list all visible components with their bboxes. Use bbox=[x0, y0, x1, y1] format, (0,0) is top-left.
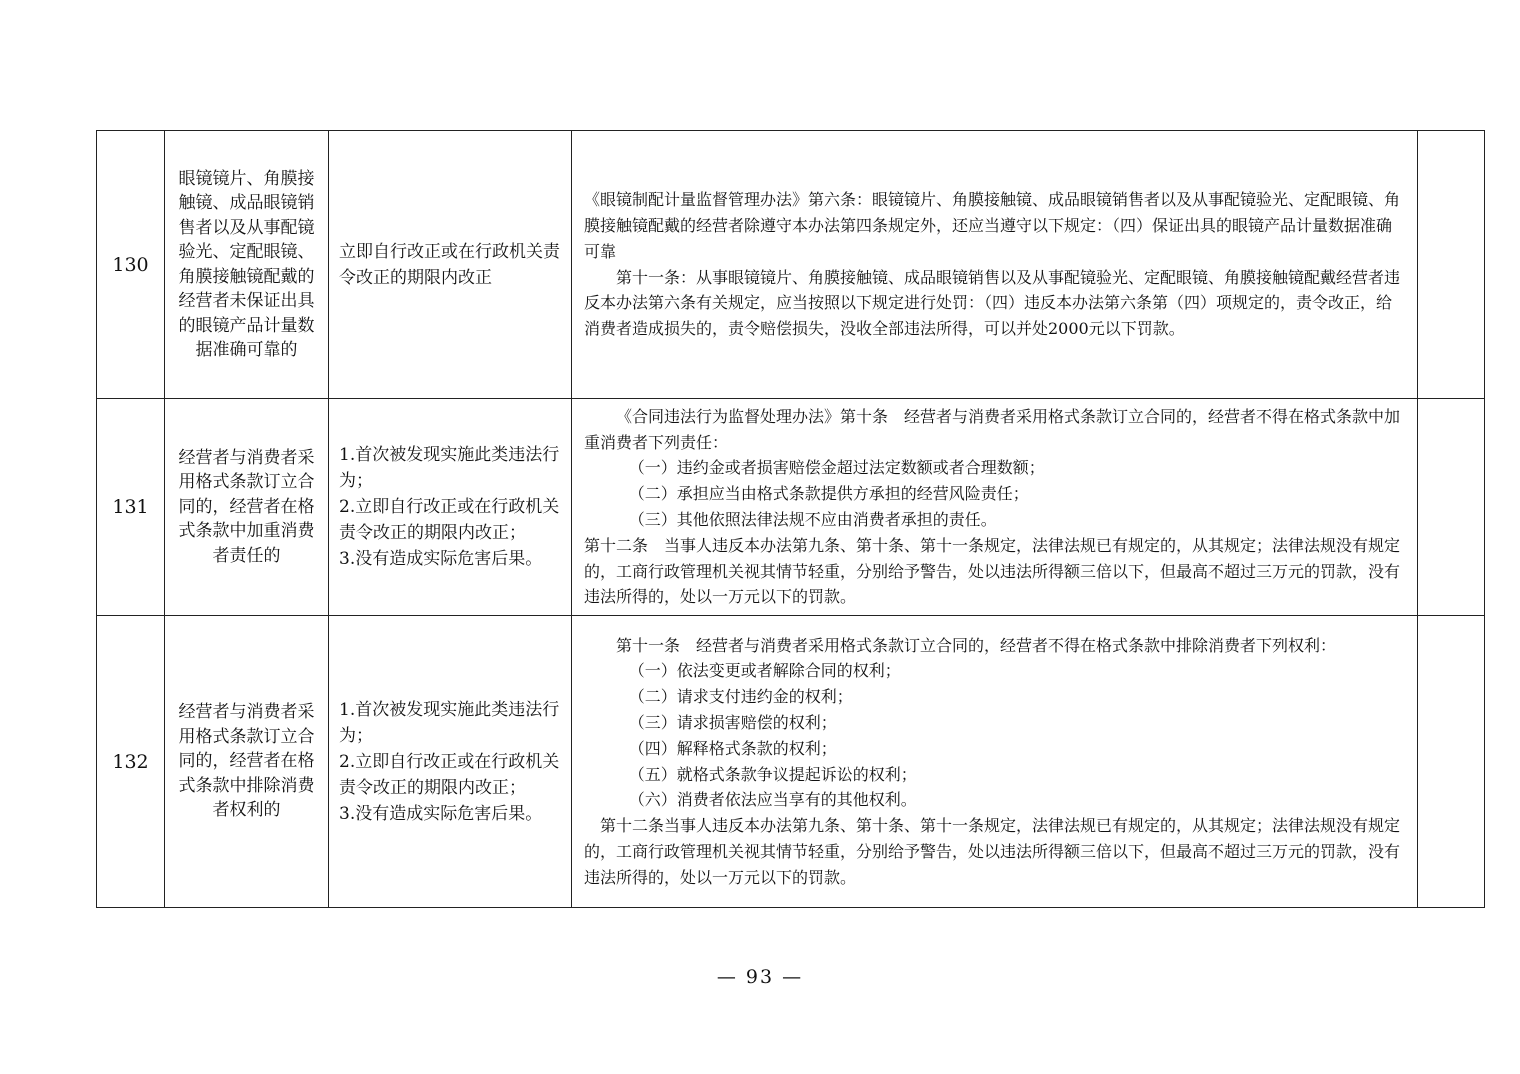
conditions-cell bbox=[329, 616, 572, 908]
basis-paragraph: （四）解释格式条款的权利； bbox=[628, 738, 837, 758]
legal-basis-cell bbox=[572, 399, 1418, 616]
basis-paragraph: 第十二条当事人违反本办法第九条、第十条、第十一条规定，法律法规已有规定的，从其规定；法律法规没有规定的，工商行政管理机关视其情节轻重，分别给予警告，处以违法所得额三倍以下，但最高不超过三万元的罚款，没有违法所得的，处以一万元以下的罚款。 bbox=[584, 816, 1401, 887]
remarks-cell bbox=[1418, 131, 1485, 399]
basis-paragraph: （二）请求支付违约金的权利； bbox=[628, 687, 853, 707]
condition-line: 2.立即自行改正或在行政机关责令改正的期限内改正； bbox=[339, 497, 560, 543]
condition-line: 3.没有造成实际危害后果。 bbox=[339, 549, 543, 569]
basis-paragraph: （六）消费者依法应当享有的其他权利。 bbox=[628, 790, 917, 810]
basis-paragraph: （一）违约金或者损害赔偿金超过法定数额或者合理数额； bbox=[628, 458, 1045, 478]
remarks-cell bbox=[1418, 399, 1485, 616]
basis-paragraph: （三）请求损害赔偿的权利； bbox=[628, 712, 837, 732]
violation-description bbox=[165, 616, 329, 908]
legal-basis-cell bbox=[572, 616, 1418, 908]
row-number: 130 bbox=[97, 131, 165, 399]
conditions-cell bbox=[329, 131, 572, 399]
basis-paragraph: （二）承担应当由格式条款提供方承担的经营风险责任； bbox=[628, 484, 1029, 504]
violation-text: 经营者与消费者采用格式条款订立合同的，经营者在格式条款中加重消费者责任的 bbox=[178, 447, 315, 566]
basis-paragraph: 《眼镜制配计量监督管理办法》第六条：眼镜镜片、角膜接触镜、成品眼镜销售者以及从事配镜验光、定配眼镜、角膜接触镜配戴的经营者除遵守本办法第四条规定外，还应当遵守以下规定：（四）保证出具的眼镜产品计量数据准确可靠 bbox=[584, 190, 1401, 261]
basis-paragraph: （三）其他依照法律法规不应由消费者承担的责任。 bbox=[628, 510, 997, 529]
basis-paragraph: 第十一条 经营者与消费者采用格式条款订立合同的，经营者不得在格式条款中排除消费者下列权利： bbox=[616, 635, 1337, 655]
violation-description bbox=[165, 399, 329, 616]
row-number: 131 bbox=[97, 399, 165, 616]
condition-line: 1.首次被发现实施此类违法行为； bbox=[339, 699, 560, 746]
legal-basis-cell bbox=[572, 131, 1418, 399]
row-number: 132 bbox=[97, 616, 165, 908]
condition-line: 3.没有造成实际危害后果。 bbox=[339, 803, 543, 824]
condition-line: 立即自行改正或在行政机关责令改正的期限内改正 bbox=[339, 241, 560, 288]
regulation-table bbox=[96, 130, 1485, 908]
basis-paragraph: 第十二条 当事人违反本办法第九条、第十条、第十一条规定，法律法规已有规定的，从其规定；法律法规没有规定的，工商行政管理机关视其情节轻重，分别给予警告，处以违法所得额三倍以下，但最高不超过三万元的罚款，没有违法所得的，处以一万元以下的罚款。 bbox=[584, 535, 1401, 607]
violation-text: 眼镜镜片、角膜接触镜、成品眼镜销售者以及从事配镜验光、定配眼镜、角膜接触镜配戴的经营者未保证出具的眼镜产品计量数据准确可靠的 bbox=[178, 168, 315, 360]
table-row bbox=[97, 399, 1485, 616]
condition-line: 2.立即自行改正或在行政机关责令改正的期限内改正； bbox=[339, 751, 560, 798]
basis-paragraph: 第十一条：从事眼镜镜片、角膜接触镜、成品眼镜销售以及从事配镜验光、定配眼镜、角膜接触镜配戴经营者违反本办法第六条有关规定，应当按照以下规定进行处罚：（四）违反本办法第六条第（四）项规定的，责令改正，给消费者造成损失的，责令赔偿损失，没收全部违法所得，可以并处2000元以下罚款。 bbox=[584, 267, 1401, 339]
page-number: — 93 — bbox=[716, 966, 804, 988]
conditions-cell bbox=[329, 399, 572, 616]
violation-text: 经营者与消费者采用格式条款订立合同的，经营者在格式条款中排除消费者权利的 bbox=[178, 702, 315, 821]
table-row bbox=[97, 131, 1485, 399]
basis-paragraph: （五）就格式条款争议提起诉讼的权利； bbox=[628, 764, 917, 784]
table-row bbox=[97, 616, 1485, 908]
basis-paragraph: （一）依法变更或者解除合同的权利； bbox=[628, 661, 901, 681]
basis-paragraph: 《合同违法行为监督处理办法》第十条 经营者与消费者采用格式条款订立合同的，经营者不得在格式条款中加重消费者下列责任： bbox=[584, 406, 1401, 452]
condition-line: 1.首次被发现实施此类违法行为； bbox=[339, 445, 560, 491]
violation-description bbox=[165, 131, 329, 399]
remarks-cell bbox=[1418, 616, 1485, 908]
